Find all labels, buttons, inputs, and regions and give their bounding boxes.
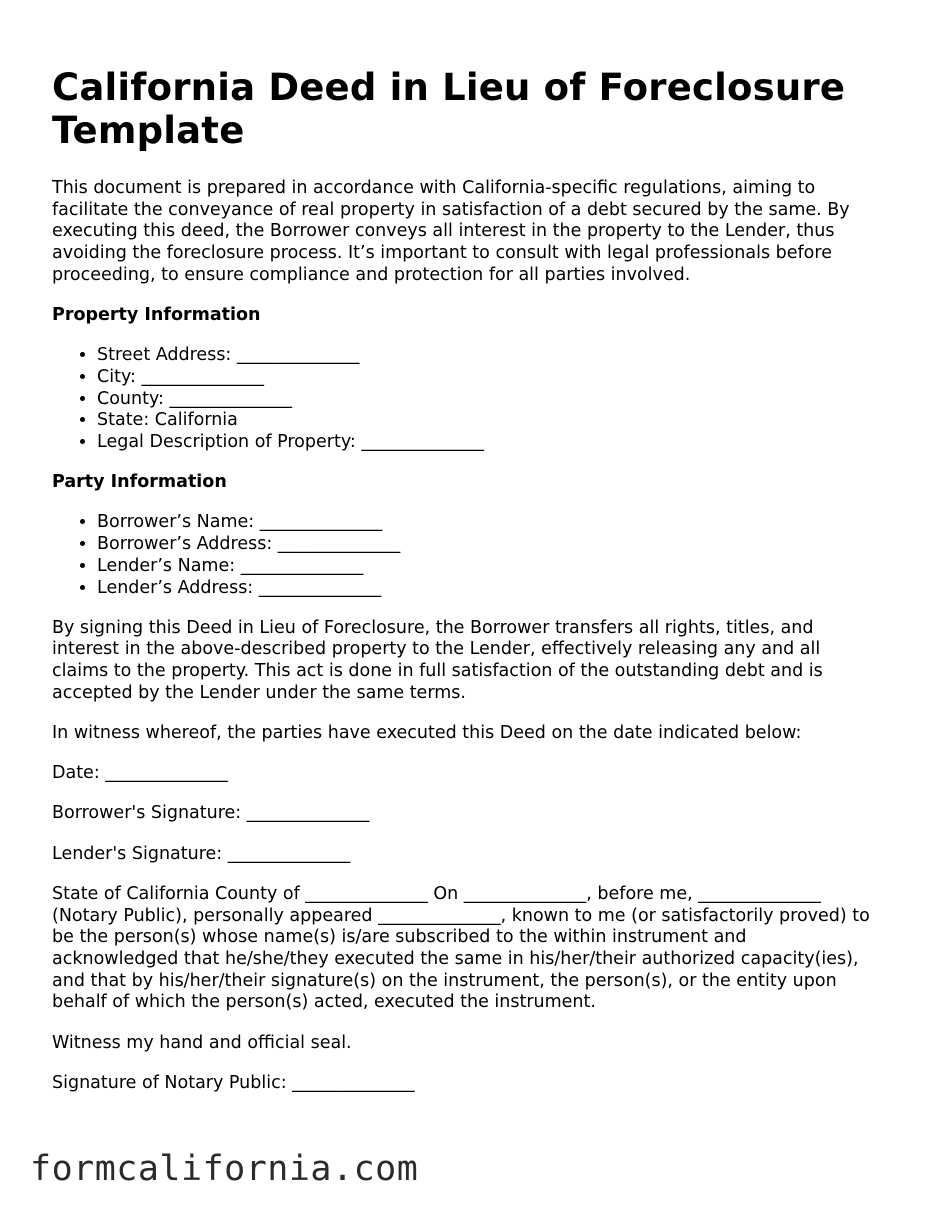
property-street-address: • Street Address: ______________ xyxy=(97,345,872,367)
property-city: • City: ______________ xyxy=(97,367,872,389)
borrower-signature-line: Borrower's Signature: ______________ xyxy=(52,803,370,824)
party-information-list xyxy=(52,512,872,599)
property-legal-description: • Legal Description of Property: ______________ xyxy=(97,432,872,454)
party-information-heading: Party Information xyxy=(52,472,227,493)
borrower-address: • Borrower’s Address: ______________ xyxy=(97,534,872,556)
borrower-name: • Borrower’s Name: ______________ xyxy=(97,512,872,534)
lender-address: • Lender’s Address: ______________ xyxy=(97,578,872,600)
witness-paragraph: In witness whereof, the parties have executed this Deed on the date indicated below: xyxy=(52,723,802,744)
property-information-list xyxy=(52,345,872,454)
property-county: • County: ______________ xyxy=(97,389,872,411)
transfer-paragraph: By signing this Deed in Lieu of Foreclosure, the Borrower transfers all rights, titles, and interest in the above-described property to the Lender, effectively releasing any and all claims to the property. This act is done in full satisfaction of the outstanding debt and is accepted by the Lender under the same terms. xyxy=(52,617,823,703)
property-state: • State: California xyxy=(97,410,872,432)
document-page xyxy=(52,66,872,1113)
property-information-heading: Property Information xyxy=(52,305,261,326)
lender-signature-line: Lender's Signature: ______________ xyxy=(52,843,351,864)
intro-paragraph: This document is prepared in accordance with California-specific regulations, aiming to facilitate the conveyance of real property in satisfaction of a debt secured by the same. By executing this deed, the Borrower conveys all interest in the property to the Lender, thus avoiding the foreclosure process. It’s important to consult with legal professionals before proceeding, to ensure compliance and protection for all parties involved. xyxy=(52,178,850,285)
date-line: Date: ______________ xyxy=(52,763,228,784)
site-watermark: formcalifornia.com xyxy=(30,1149,419,1189)
document-title: California Deed in Lieu of Foreclosure Template xyxy=(52,66,846,152)
official-seal-line: Witness my hand and official seal. xyxy=(52,1032,352,1053)
notary-signature-line: Signature of Notary Public: ______________ xyxy=(52,1072,415,1093)
lender-name: • Lender’s Name: ______________ xyxy=(97,556,872,578)
notary-acknowledgment-paragraph: State of California County of ______________ On ______________, before me, ______________ (Notary Public), personally appeared ______________, known to me (or satisfactorily proved) to be the person(s) whose name(s) is/are subscribed to the within instrument and acknowledged that he/she/they executed the same in his/her/their authorized capacity(ies), and that by his/her/their signature(s) on the instrument, the person(s), or the entity upon behalf of which the person(s) acted, executed the instrument. xyxy=(52,883,870,1013)
